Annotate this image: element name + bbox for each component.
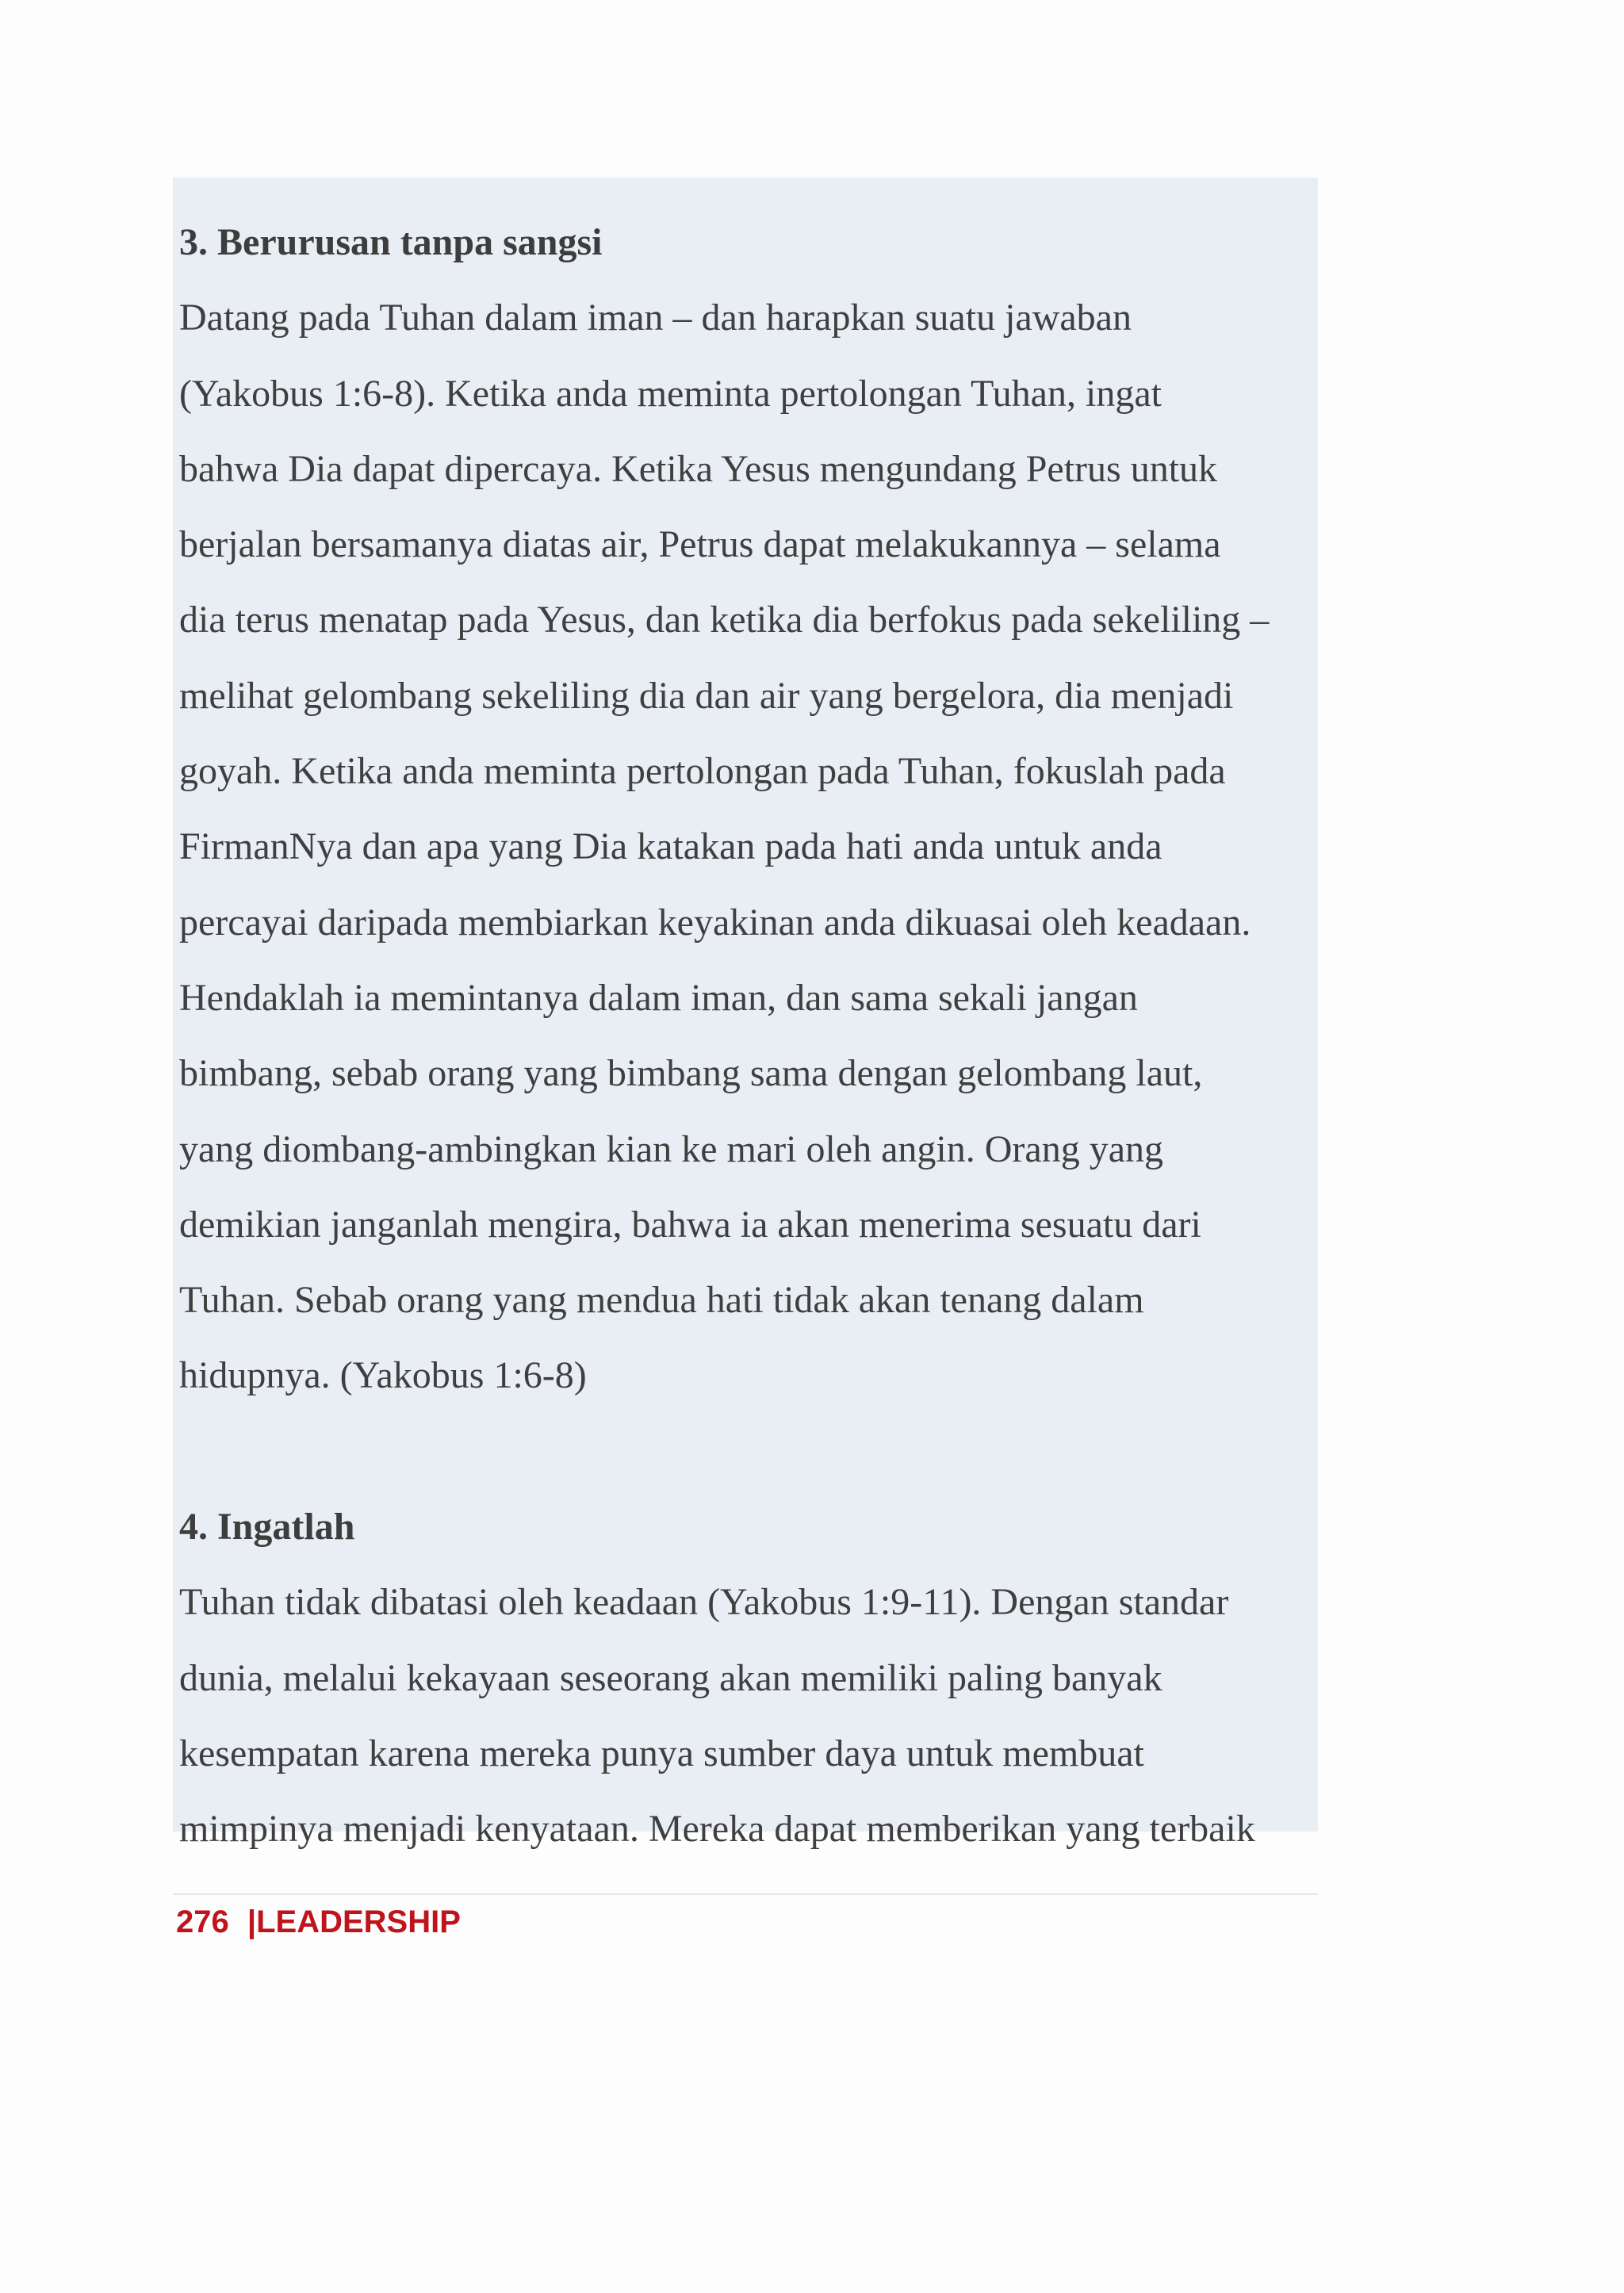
text-line: percayai daripada membiarkan keyakinan anda dikuasai oleh keadaan.	[179, 901, 1251, 944]
footer-separator: |	[247, 1904, 257, 1939]
text-line: berjalan bersamanya diatas air, Petrus dapat melakukannya – selama	[179, 523, 1221, 566]
text-line: bimbang, sebab orang yang bimbang sama dengan gelombang laut,	[179, 1052, 1203, 1095]
text-line: hidupnya. (Yakobus 1:6-8)	[179, 1354, 587, 1397]
text-line: Tuhan tidak dibatasi oleh keadaan (Yakobus 1:9-11). Dengan standar	[179, 1581, 1229, 1624]
section-4-paragraph	[179, 1564, 1321, 1866]
text-line: bahwa Dia dapat dipercaya. Ketika Yesus mengundang Petrus untuk	[179, 447, 1218, 490]
text-line: Datang pada Tuhan dalam iman – dan harapkan suatu jawaban	[179, 297, 1132, 339]
text-line: dia terus menatap pada Yesus, dan ketika dia berfokus pada sekeliling –	[179, 599, 1270, 641]
paragraph-spacer	[179, 1414, 1321, 1489]
section-heading-3: 3. Berurusan tanpa sangsi	[179, 221, 603, 263]
text-line: yang diombang-ambingkan kian ke mari oleh angin. Orang yang	[179, 1127, 1163, 1170]
text-line: melihat gelombang sekeliling dia dan air yang bergelora, dia menjadi	[179, 674, 1234, 717]
text-line: kesempatan karena mereka punya sumber daya untuk membuat	[179, 1732, 1144, 1774]
text-line: demikian janganlah mengira, bahwa ia akan menerima sesuatu dari	[179, 1203, 1201, 1246]
text-line: Tuhan. Sebab orang yang mendua hati tidak akan tenang dalam	[179, 1279, 1144, 1322]
section-3-paragraph	[179, 280, 1321, 1413]
page-number: 276	[176, 1904, 229, 1939]
page-footer	[176, 1900, 461, 1944]
body-text	[179, 205, 1321, 1867]
text-line: (Yakobus 1:6-8). Ketika anda meminta pertolongan Tuhan, ingat	[179, 372, 1162, 415]
text-line: FirmanNya dan apa yang Dia katakan pada hati anda untuk anda	[179, 825, 1162, 868]
section-heading-4: 4. Ingatlah	[179, 1506, 355, 1548]
text-line: mimpinya menjadi kenyataan. Mereka dapat memberikan yang terbaik	[179, 1808, 1255, 1851]
footer-section-title: LEADERSHIP	[256, 1904, 461, 1939]
text-line: goyah. Ketika anda meminta pertolongan pada Tuhan, fokuslah pada	[179, 750, 1226, 793]
text-line: dunia, melalui kekayaan seseorang akan memiliki paling banyak	[179, 1656, 1162, 1699]
text-line: Hendaklah ia memintanya dalam iman, dan sama sekali jangan	[179, 976, 1138, 1019]
footer-divider	[173, 1893, 1318, 1895]
